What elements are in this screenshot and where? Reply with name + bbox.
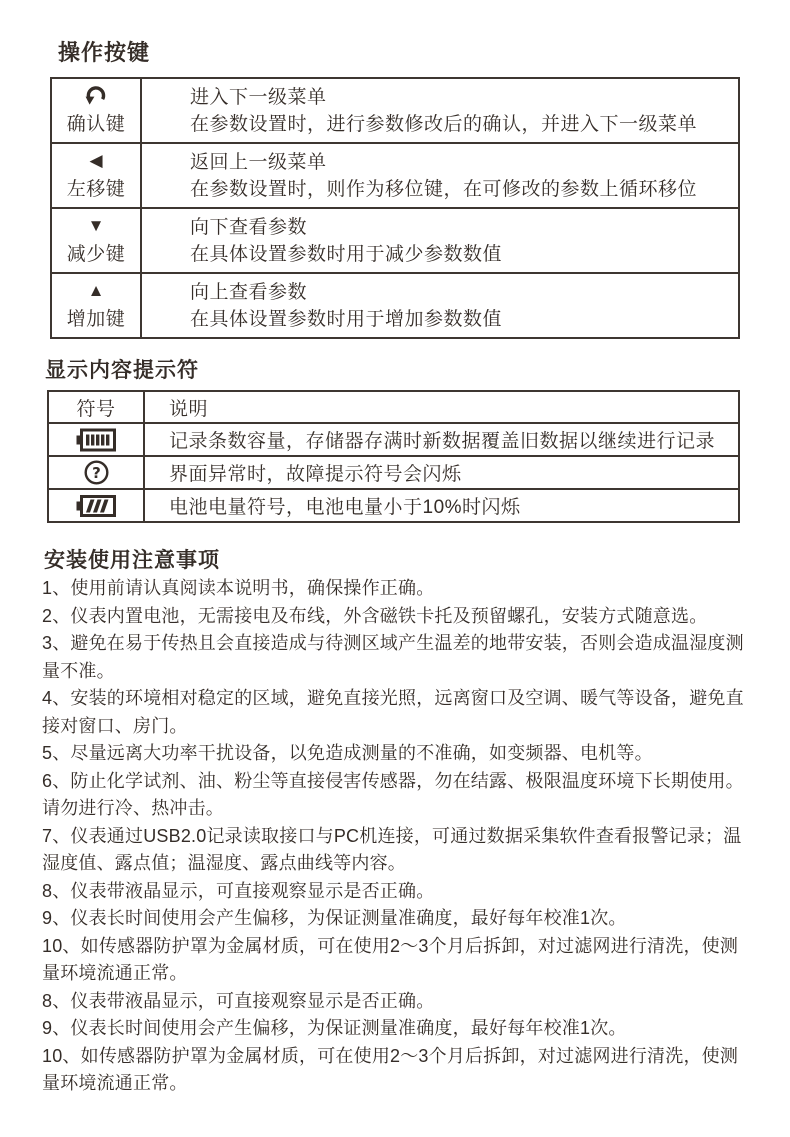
key-desc-line2: 在参数设置时，则作为移位键，在可修改的参数上循环移位 (190, 178, 698, 200)
down-triangle-icon: ▼ (87, 216, 105, 235)
note-item: 1、使用前请认真阅读本说明书，确保操作正确。 (42, 578, 435, 598)
note-item: 9、仪表长时间使用会产生偏移，为保证测量准确度，最好每年校准1次。 (42, 908, 627, 928)
key-desc-line1: 向下查看参数 (190, 216, 308, 238)
table-row (51, 208, 739, 273)
note-item: 6、防止化学试剂、油、粉尘等直接侵害传感器，勿在结露、极限温度环境下长期使用。请勿进行冷、热冲击。 (42, 770, 744, 818)
installation-notes-list (42, 575, 750, 1098)
battery-low-icon (49, 494, 143, 518)
column-header-description: 说明 (144, 391, 739, 423)
confirm-loop-arrow-icon (52, 84, 140, 108)
note-item: 8、仪表带液晶显示，可直接观察显示是否正确。 (42, 990, 435, 1011)
indicator-desc: 记录条数容量，存储器存满时新数据覆盖旧数据以继续进行记录 (144, 423, 739, 456)
section-title-operation-keys: 操作按键 (58, 40, 151, 65)
fault-question-circle-icon (49, 460, 143, 485)
key-desc-line2: 在具体设置参数时用于减少参数数值 (190, 243, 503, 265)
indicator-desc: 电池电量符号，电池电量小于10%时闪烁 (144, 489, 739, 522)
note-item: 2、仪表内置电池，无需接电及布线，外含磁铁卡托及预留螺孔，安装方式随意选。 (42, 605, 708, 626)
key-label: 确认键 (66, 113, 126, 135)
record-capacity-battery-icon (49, 428, 143, 452)
key-label: 减少键 (66, 243, 126, 265)
key-label: 增加键 (66, 308, 126, 330)
note-item: 9、仪表长时间使用会产生偏移，为保证测量准确度，最好每年校准1次。 (42, 1018, 627, 1038)
key-desc-line2: 在具体设置参数时用于增加参数数值 (190, 308, 503, 330)
left-triangle-icon: ◀ (89, 151, 103, 170)
note-item: 4、安装的环境相对稳定的区域，避免直接光照，远离窗口及空调、暖气等设备，避免直接对窗口、房门。 (42, 688, 744, 736)
key-label: 左移键 (66, 178, 126, 200)
table-row (48, 456, 739, 489)
table-row (51, 143, 739, 208)
key-desc-line2: 在参数设置时，进行参数修改后的确认，并进入下一级菜单 (190, 113, 698, 135)
section-title-display-indicators: 显示内容提示符 (45, 359, 199, 382)
indicator-desc: 界面异常时，故障提示符号会闪烁 (144, 456, 739, 489)
table-row (51, 273, 739, 338)
table-row (48, 423, 739, 456)
note-item: 5、尽量远离大功率干扰设备，以免造成测量的不准确，如变频器、电机等。 (42, 743, 653, 763)
operation-keys-table (50, 77, 740, 339)
svg-text:?: ? (91, 464, 101, 482)
key-desc-line1: 返回上一级菜单 (190, 151, 327, 173)
note-item: 3、避免在易于传热且会直接造成与待测区域产生温差的地带安装，否则会造成温湿度测量不准。 (42, 633, 744, 681)
note-item: 8、仪表带液晶显示，可直接观察显示是否正确。 (42, 880, 435, 901)
note-item: 7、仪表通过USB2.0记录读取接口与PC机连接，可通过数据采集软件查看报警记录；温湿度值、露点值；温湿度、露点曲线等内容。 (42, 825, 742, 873)
table-row (48, 489, 739, 522)
key-desc-line1: 进入下一级菜单 (190, 86, 327, 108)
note-item: 10、如传感器防护罩为金属材质，可在使用2～3个月后拆卸，对过滤网进行清洗，使测量环境流通正常。 (42, 935, 739, 983)
key-desc-line1: 向上查看参数 (190, 281, 308, 303)
table-row (51, 78, 739, 143)
table-header-row (48, 391, 739, 423)
indicators-table (47, 390, 740, 523)
column-header-symbol: 符号 (48, 391, 144, 423)
section-title-installation-notes: 安装使用注意事项 (44, 549, 220, 572)
up-triangle-icon: ▲ (87, 281, 105, 300)
note-item: 10、如传感器防护罩为金属材质，可在使用2～3个月后拆卸，对过滤网进行清洗，使测量环境流通正常。 (42, 1045, 739, 1093)
